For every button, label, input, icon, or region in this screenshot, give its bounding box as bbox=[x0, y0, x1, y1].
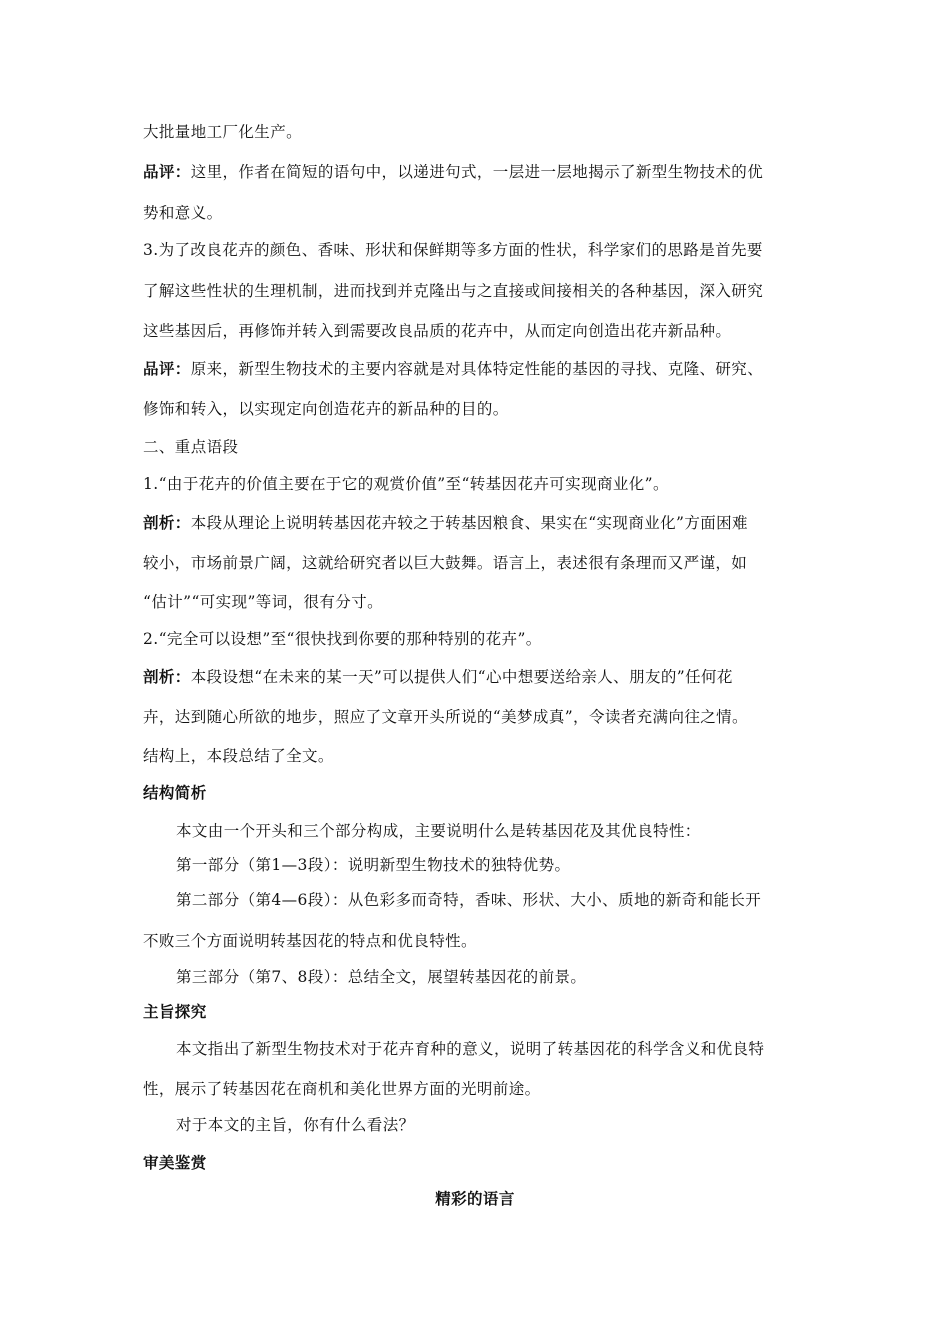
paragraph-line bbox=[143, 281, 811, 301]
analysis-line bbox=[143, 667, 811, 687]
text: 第三部分（第7、8段）：总结全文，展望转基因花的前景。 bbox=[176, 968, 587, 986]
text: 本段设想“在未来的某一天”可以提供人们“心中想要送给亲人、朋友的”任何花 bbox=[190, 668, 733, 686]
paragraph-line bbox=[176, 1115, 811, 1135]
paragraph-line bbox=[176, 1039, 811, 1059]
paragraph-line bbox=[176, 967, 811, 987]
paragraph-line bbox=[143, 474, 811, 494]
comment-label: 品评： bbox=[143, 360, 191, 378]
text: 3.为了改良花卉的颜色、香味、形状和保鲜期等多方面的性状，科学家们的思路是首先要 bbox=[143, 241, 763, 259]
text: 精彩的语言 bbox=[435, 1190, 515, 1208]
comment-line bbox=[143, 203, 811, 223]
comment-line bbox=[143, 359, 811, 379]
text: 对于本文的主旨，你有什么看法？ bbox=[176, 1116, 415, 1134]
section-title bbox=[143, 783, 811, 803]
text: 主旨探究 bbox=[143, 1003, 207, 1021]
text: 了解这些性状的生理机制，进而找到并克隆出与之直接或间接相关的各种基因，深入研究 bbox=[143, 282, 764, 300]
paragraph-line bbox=[176, 855, 811, 875]
text: 1.“由于花卉的价值主要在于它的观赏价值”至“转基因花卉可实现商业化”。 bbox=[143, 475, 669, 493]
paragraph-line bbox=[143, 321, 811, 341]
comment-line bbox=[143, 399, 811, 419]
text: 二、重点语段 bbox=[143, 438, 239, 456]
paragraph-line bbox=[176, 890, 811, 910]
section-heading bbox=[143, 437, 811, 457]
paragraph-line bbox=[143, 122, 811, 142]
analysis-line bbox=[143, 553, 811, 573]
text: 大批量地工厂化生产。 bbox=[143, 123, 303, 141]
section-title bbox=[143, 1153, 811, 1173]
text: 2.“完全可以设想”至“很快找到你要的那种特别的花卉”。 bbox=[143, 630, 542, 648]
text: 性，展示了转基因花在商机和美化世界方面的光明前途。 bbox=[143, 1080, 541, 1098]
text: “估计”“可实现”等词，很有分寸。 bbox=[143, 593, 383, 611]
text: 审美鉴赏 bbox=[143, 1154, 207, 1172]
paragraph-line bbox=[143, 240, 811, 260]
analysis-line bbox=[143, 592, 811, 612]
text: 本文由一个开头和三个部分构成，主要说明什么是转基因花及其优良特性： bbox=[176, 822, 701, 840]
analysis-label: 剖析： bbox=[143, 668, 191, 686]
text: 本段从理论上说明转基因花卉较之于转基因粮食、果实在“实现商业化”方面困难 bbox=[190, 514, 748, 532]
text: 第二部分（第4—6段）：从色彩多而奇特，香味、形状、大小、质地的新奇和能长开 bbox=[176, 891, 762, 909]
paragraph-line bbox=[143, 1079, 811, 1099]
text: 修饰和转入，以实现定向创造花卉的新品种的目的。 bbox=[143, 400, 509, 418]
text: 卉，达到随心所欲的地步，照应了文章开头所说的“美梦成真”，令读者充满向往之情。 bbox=[143, 708, 748, 726]
text: 这里，作者在简短的语句中，以递进句式，一层进一层地揭示了新型生物技术的优 bbox=[190, 163, 764, 181]
paragraph-line bbox=[176, 821, 811, 841]
text: 本文指出了新型生物技术对于花卉育种的意义，说明了转基因花的科学含义和优良特 bbox=[176, 1040, 765, 1058]
text: 这些基因后，再修饰并转入到需要改良品质的花卉中，从而定向创造出花卉新品种。 bbox=[143, 322, 732, 340]
comment-line bbox=[143, 162, 811, 182]
paragraph-line bbox=[143, 931, 811, 951]
text: 原来，新型生物技术的主要内容就是对具体特定性能的基因的寻找、克隆、研究、 bbox=[190, 360, 764, 378]
analysis-line bbox=[143, 513, 811, 533]
analysis-line bbox=[143, 746, 811, 766]
text: 势和意义。 bbox=[143, 204, 223, 222]
section-title bbox=[143, 1002, 811, 1022]
text: 不败三个方面说明转基因花的特点和优良特性。 bbox=[143, 932, 477, 950]
text: 结构简析 bbox=[143, 784, 207, 802]
subsection-title bbox=[0, 1189, 950, 1209]
text: 第一部分（第1—3段）：说明新型生物技术的独特优势。 bbox=[176, 856, 571, 874]
paragraph-line bbox=[143, 629, 811, 649]
analysis-label: 剖析： bbox=[143, 514, 191, 532]
text: 较小，市场前景广阔，这就给研究者以巨大鼓舞。语言上，表述很有条理而又严谨，如 bbox=[143, 554, 748, 572]
text: 结构上，本段总结了全文。 bbox=[143, 747, 334, 765]
comment-label: 品评： bbox=[143, 163, 191, 181]
analysis-line bbox=[143, 707, 811, 727]
